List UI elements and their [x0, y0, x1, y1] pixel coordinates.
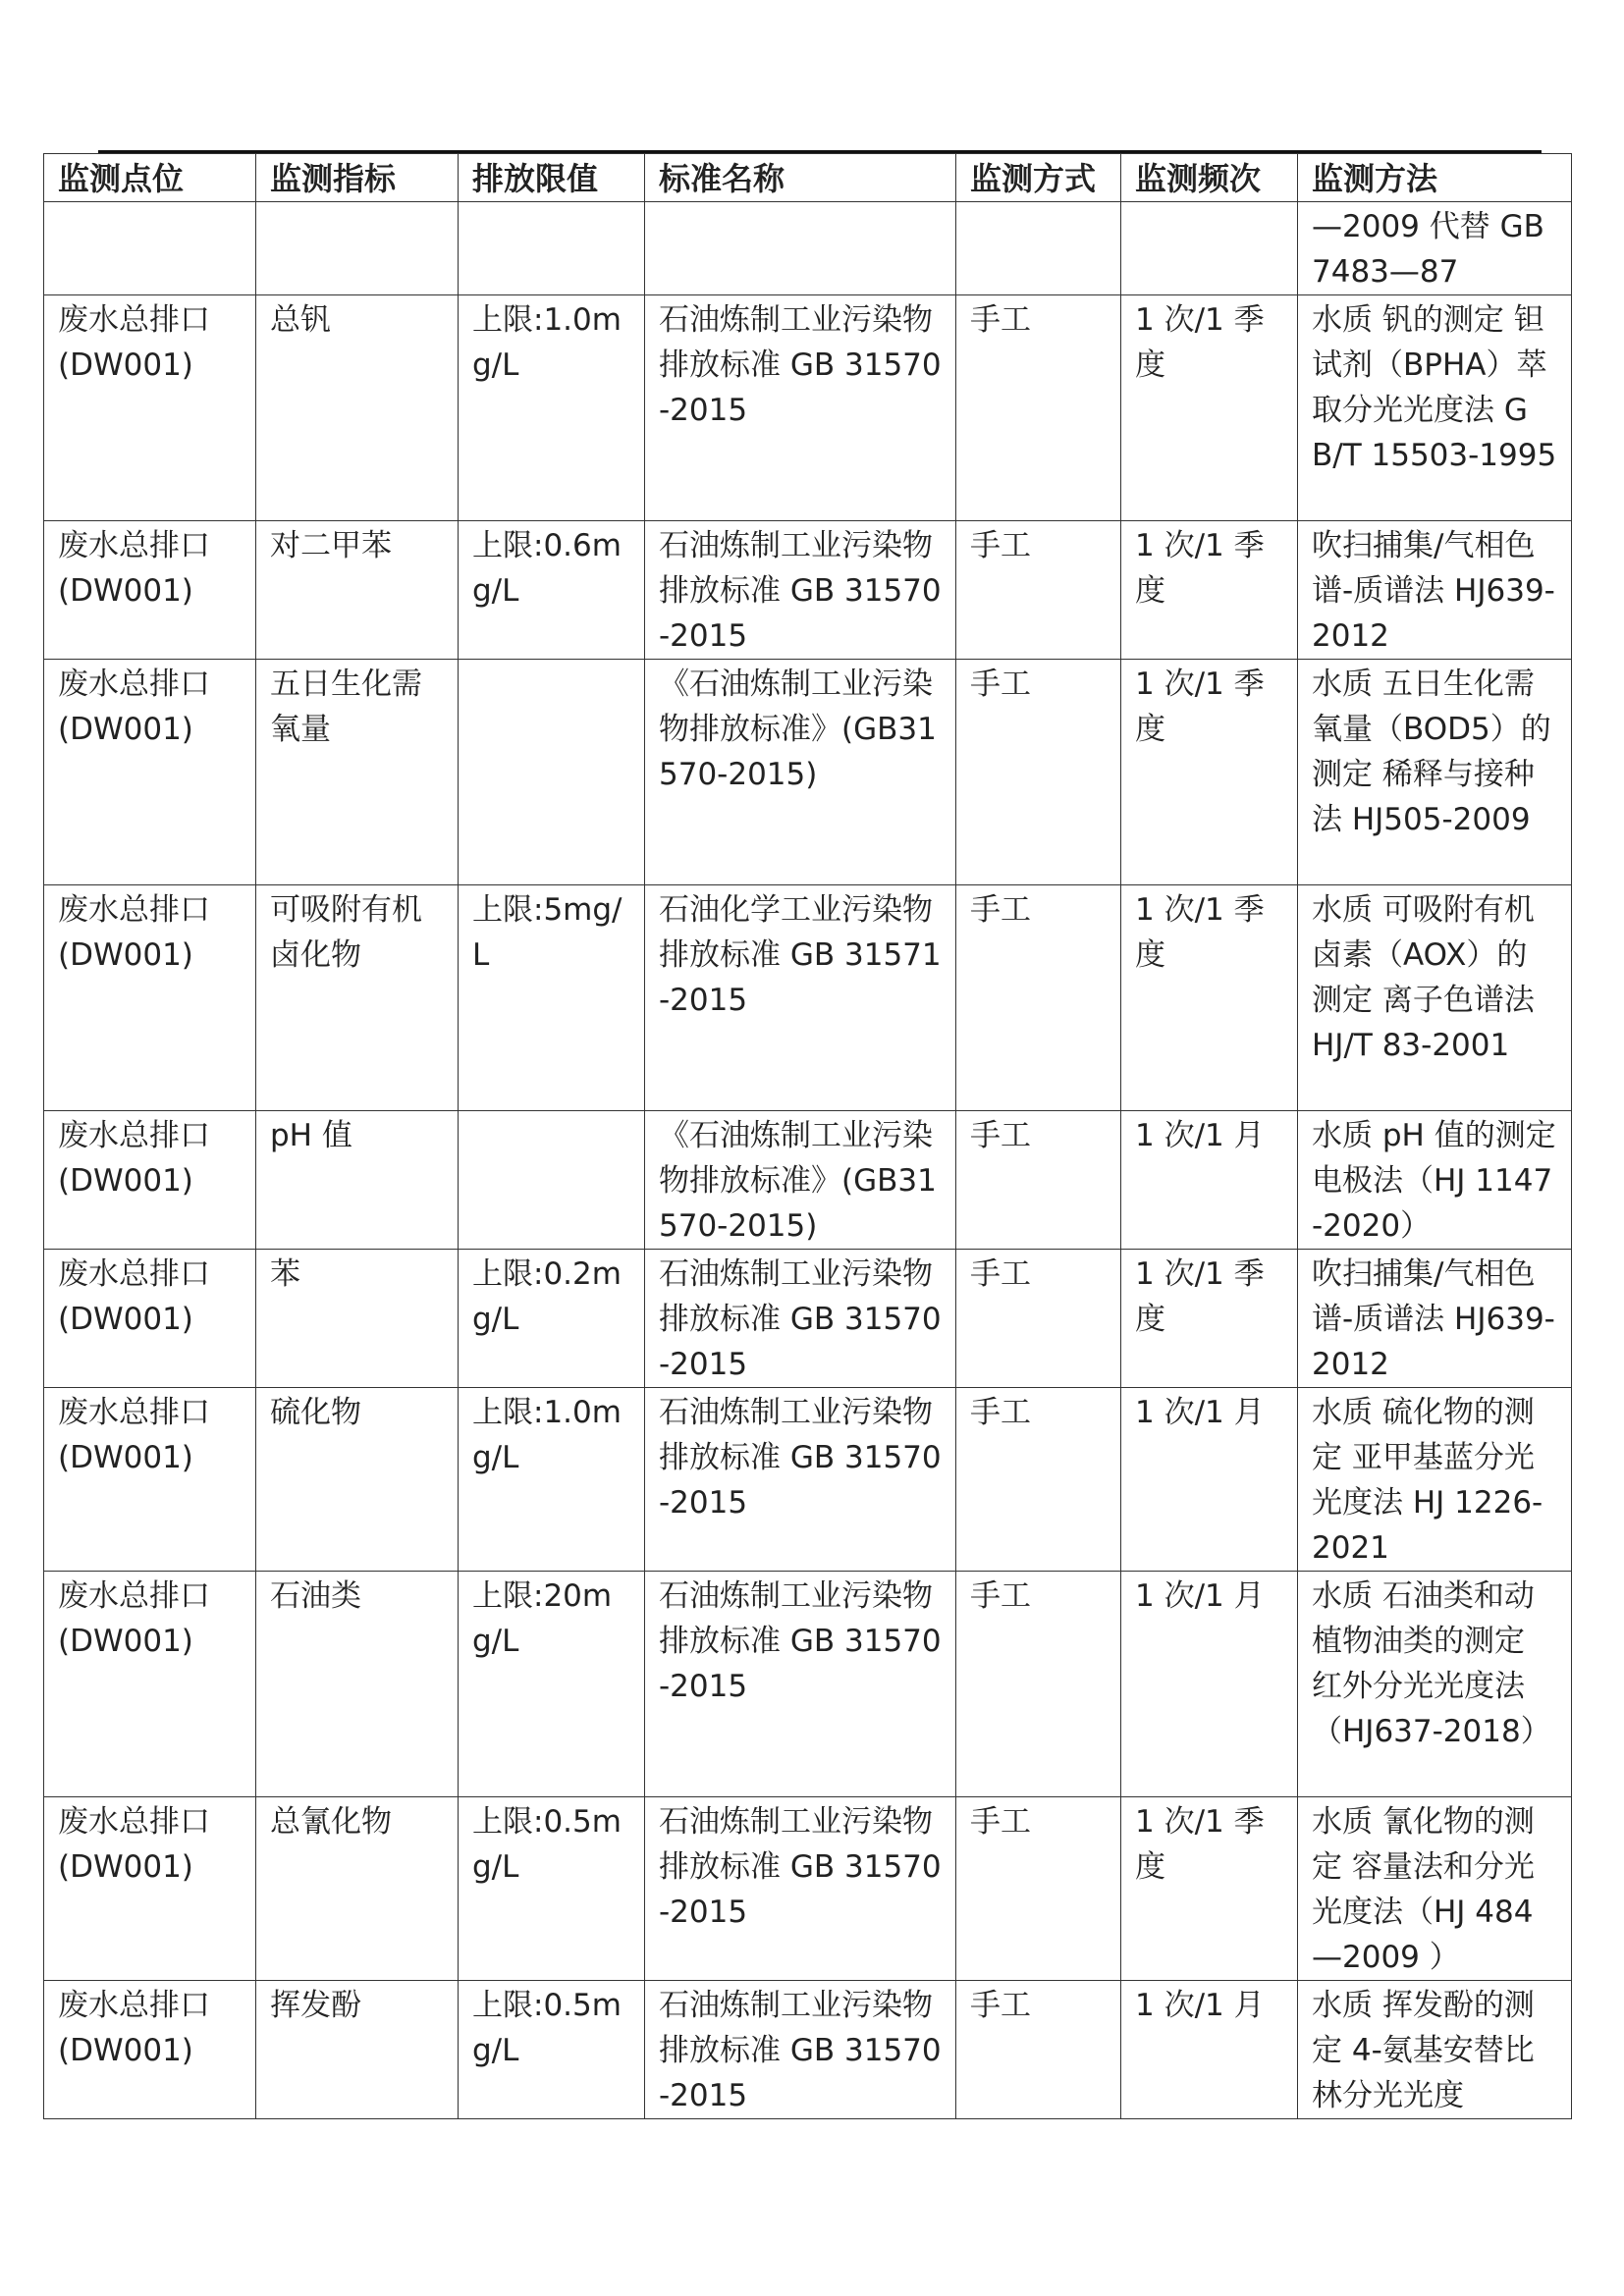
cell-method: 水质 氰化物的测定 容量法和分光光度法（HJ 484—2009 ）	[1298, 1797, 1572, 1981]
cell-indicator: 总钒	[256, 295, 459, 521]
cell-method: 吹扫捕集/气相色谱-质谱法 HJ639-2012	[1298, 1250, 1572, 1388]
cell-standard: 石油炼制工业污染物排放标准 GB 31570-2015	[645, 1388, 956, 1572]
cell-method: 吹扫捕集/气相色谱-质谱法 HJ639-2012	[1298, 521, 1572, 660]
cell-limit	[459, 202, 645, 295]
cell-frequency: 1 次/1 季度	[1121, 885, 1298, 1111]
cell-point: 废水总排口 (DW001)	[44, 1981, 256, 2119]
cell-limit: 上限:20mg/L	[459, 1572, 645, 1797]
cell-method: 水质 硫化物的测定 亚甲基蓝分光光度法 HJ 1226-2021	[1298, 1388, 1572, 1572]
cell-frequency: 1 次/1 月	[1121, 1388, 1298, 1572]
cell-method: 水质 pH 值的测定 电极法（HJ 1147-2020）	[1298, 1111, 1572, 1250]
cell-limit: 上限:5mg/L	[459, 885, 645, 1111]
cell-method: 水质 挥发酚的测定 4-氨基安替比林分光光度	[1298, 1981, 1572, 2119]
cell-point: 废水总排口 (DW001)	[44, 1111, 256, 1250]
cell-frequency: 1 次/1 季度	[1121, 660, 1298, 885]
table-row	[44, 1111, 1572, 1250]
col-header-frequency: 监测频次	[1121, 154, 1298, 202]
cell-mode: 手工	[956, 1572, 1121, 1797]
cell-limit: 上限:0.2mg/L	[459, 1250, 645, 1388]
col-header-point: 监测点位	[44, 154, 256, 202]
cell-standard: 石油炼制工业污染物排放标准 GB 31570-2015	[645, 1250, 956, 1388]
cell-mode: 手工	[956, 660, 1121, 885]
cell-mode: 手工	[956, 1797, 1121, 1981]
cell-standard: 石油炼制工业污染物排放标准 GB 31570-2015	[645, 1797, 956, 1981]
table-row	[44, 1981, 1572, 2119]
cell-standard: 《石油炼制工业污染物排放标准》(GB31570-2015)	[645, 660, 956, 885]
cell-frequency	[1121, 202, 1298, 295]
col-header-method: 监测方法	[1298, 154, 1572, 202]
cell-point: 废水总排口 (DW001)	[44, 1388, 256, 1572]
cell-method: 水质 石油类和动植物油类的测定 红外分光光度法 （HJ637-2018）	[1298, 1572, 1572, 1797]
cell-limit	[459, 1111, 645, 1250]
cell-indicator: 石油类	[256, 1572, 459, 1797]
cell-standard: 《石油炼制工业污染物排放标准》(GB31570-2015)	[645, 1111, 956, 1250]
cell-method: 水质 可吸附有机卤素（AOX）的测定 离子色谱法 HJ/T 83-2001	[1298, 885, 1572, 1111]
table-row	[44, 1250, 1572, 1388]
cell-limit: 上限:0.5mg/L	[459, 1797, 645, 1981]
cell-limit: 上限:0.6mg/L	[459, 521, 645, 660]
cell-mode: 手工	[956, 1250, 1121, 1388]
table-header-row	[44, 154, 1572, 202]
cell-point: 废水总排口 (DW001)	[44, 1797, 256, 1981]
cell-limit: 上限:0.5mg/L	[459, 1981, 645, 2119]
cell-point: 废水总排口 (DW001)	[44, 521, 256, 660]
col-header-limit: 排放限值	[459, 154, 645, 202]
cell-standard	[645, 202, 956, 295]
cell-point: 废水总排口 (DW001)	[44, 295, 256, 521]
table-row	[44, 660, 1572, 885]
cell-standard: 石油炼制工业污染物排放标准 GB 31570-2015	[645, 1572, 956, 1797]
cell-mode: 手工	[956, 521, 1121, 660]
cell-indicator: pH 值	[256, 1111, 459, 1250]
table-row	[44, 885, 1572, 1111]
cell-standard: 石油炼制工业污染物排放标准 GB 31570-2015	[645, 521, 956, 660]
monitoring-table	[43, 153, 1572, 2119]
cell-standard: 石油炼制工业污染物排放标准 GB 31570-2015	[645, 1981, 956, 2119]
cell-standard: 石油炼制工业污染物排放标准 GB 31570-2015	[645, 295, 956, 521]
cell-mode: 手工	[956, 1388, 1121, 1572]
cell-indicator: 五日生化需氧量	[256, 660, 459, 885]
cell-point: 废水总排口 (DW001)	[44, 1572, 256, 1797]
cell-limit	[459, 660, 645, 885]
table-row	[44, 202, 1572, 295]
cell-frequency: 1 次/1 月	[1121, 1572, 1298, 1797]
table-row	[44, 1797, 1572, 1981]
cell-mode: 手工	[956, 1981, 1121, 2119]
col-header-standard: 标准名称	[645, 154, 956, 202]
table-row	[44, 295, 1572, 521]
col-header-mode: 监测方式	[956, 154, 1121, 202]
table-row	[44, 521, 1572, 660]
cell-point	[44, 202, 256, 295]
cell-point: 废水总排口 (DW001)	[44, 660, 256, 885]
cell-frequency: 1 次/1 季度	[1121, 1797, 1298, 1981]
cell-limit: 上限:1.0mg/L	[459, 295, 645, 521]
cell-mode: 手工	[956, 295, 1121, 521]
cell-indicator: 总氰化物	[256, 1797, 459, 1981]
cell-indicator: 硫化物	[256, 1388, 459, 1572]
cell-indicator: 可吸附有机卤化物	[256, 885, 459, 1111]
cell-frequency: 1 次/1 季度	[1121, 1250, 1298, 1388]
cell-frequency: 1 次/1 季度	[1121, 521, 1298, 660]
cell-point: 废水总排口 (DW001)	[44, 1250, 256, 1388]
cell-frequency: 1 次/1 月	[1121, 1981, 1298, 2119]
table-row	[44, 1572, 1572, 1797]
cell-indicator: 对二甲苯	[256, 521, 459, 660]
cell-mode: 手工	[956, 1111, 1121, 1250]
cell-indicator: 苯	[256, 1250, 459, 1388]
cell-mode: 手工	[956, 885, 1121, 1111]
cell-indicator: 挥发酚	[256, 1981, 459, 2119]
cell-mode	[956, 202, 1121, 295]
cell-indicator	[256, 202, 459, 295]
cell-limit: 上限:1.0mg/L	[459, 1388, 645, 1572]
cell-method: 水质 钒的测定 钽试剂（BPHA）萃取分光光度法 GB/T 15503-1995	[1298, 295, 1572, 521]
col-header-indicator: 监测指标	[256, 154, 459, 202]
cell-frequency: 1 次/1 月	[1121, 1111, 1298, 1250]
cell-standard: 石油化学工业污染物排放标准 GB 31571-2015	[645, 885, 956, 1111]
cell-method: 水质 五日生化需氧量（BOD5）的测定 稀释与接种法 HJ505-2009	[1298, 660, 1572, 885]
cell-frequency: 1 次/1 季度	[1121, 295, 1298, 521]
cell-method: —2009 代替 GB 7483—87	[1298, 202, 1572, 295]
table-row	[44, 1388, 1572, 1572]
cell-point: 废水总排口 (DW001)	[44, 885, 256, 1111]
